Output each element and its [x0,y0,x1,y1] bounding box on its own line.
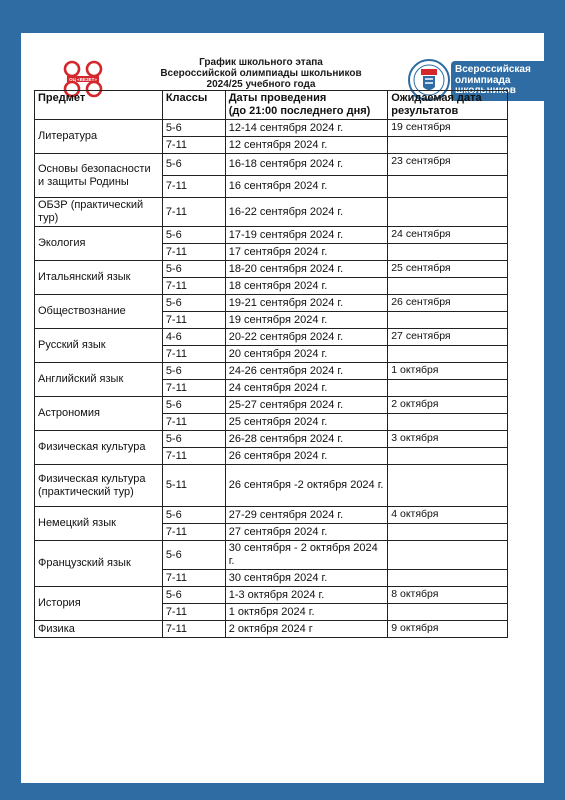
schedule-table [34,90,508,638]
subject-cell: Физика [35,621,163,638]
dates-cell: 19 сентября 2024 г. [225,312,388,329]
dates-cell: 16 сентября 2024 г. [225,176,388,198]
dates-cell: 12-14 сентября 2024 г. [225,120,388,137]
subject-cell: История [35,587,163,621]
results-cell: 1 октября [388,363,508,380]
classes-cell: 7-11 [162,448,225,465]
classes-cell: 7-11 [162,278,225,295]
results-cell [388,346,508,363]
classes-cell: 5-6 [162,507,225,524]
table-row [35,363,508,380]
classes-cell: 7-11 [162,621,225,638]
results-cell [388,524,508,541]
column-header-dates: Даты проведения (до 21:00 последнего дня) [225,91,388,120]
results-cell: 25 сентября [388,261,508,278]
dates-cell: 2 октября 2024 г [225,621,388,638]
results-cell: 27 сентября [388,329,508,346]
title-line: График школьного этапа [199,57,323,68]
subject-cell: ОБЗР (практический тур) [35,198,163,227]
dates-cell: 12 сентября 2024 г. [225,137,388,154]
classes-cell: 5-6 [162,397,225,414]
subject-cell: Французский язык [35,541,163,587]
subject-cell: Физическая культура [35,431,163,465]
dates-cell: 26 сентября -2 октября 2024 г. [225,465,388,507]
classes-cell: 7-11 [162,244,225,261]
table-row [35,154,508,176]
subject-cell: Русский язык [35,329,163,363]
dates-cell: 1-3 октября 2024 г. [225,587,388,604]
classes-cell: 7-11 [162,604,225,621]
dates-cell: 25 сентября 2024 г. [225,414,388,431]
column-header-classes: Классы [162,91,225,120]
column-header-subject: Предмет [35,91,163,120]
dates-cell: 20-22 сентября 2024 г. [225,329,388,346]
results-cell: 24 сентября [388,227,508,244]
dates-cell: 20 сентября 2024 г. [225,346,388,363]
results-cell: 4 октября [388,507,508,524]
dates-cell: 30 сентября - 2 октября 2024 г. [225,541,388,570]
dates-cell: 16-18 сентября 2024 г. [225,154,388,176]
classes-cell: 7-11 [162,570,225,587]
dates-cell: 18-20 сентября 2024 г. [225,261,388,278]
table-row [35,198,508,227]
vos-logo-text: Всероссийская олимпиада школьников [451,61,545,101]
results-cell [388,414,508,431]
classes-cell: 7-11 [162,137,225,154]
results-cell [388,198,508,227]
subject-cell: Литература [35,120,163,154]
results-cell [388,465,508,507]
dates-cell: 24 сентября 2024 г. [225,380,388,397]
results-cell: 26 сентября [388,295,508,312]
table-row [35,329,508,346]
results-cell [388,380,508,397]
subject-cell: Физическая культура (практический тур) [35,465,163,507]
column-header-results: Ожидаемая дата результатов [388,91,508,120]
classes-cell: 7-11 [162,312,225,329]
dates-cell: 25-27 сентября 2024 г. [225,397,388,414]
dates-cell: 18 сентября 2024 г. [225,278,388,295]
results-cell: 19 сентября [388,120,508,137]
table-row [35,465,508,507]
dates-cell: 16-22 сентября 2024 г. [225,198,388,227]
table-row [35,397,508,414]
results-cell [388,604,508,621]
results-cell [388,541,508,570]
dates-cell: 17 сентября 2024 г. [225,244,388,261]
dates-cell: 1 октября 2024 г. [225,604,388,621]
classes-cell: 5-6 [162,261,225,278]
classes-cell: 7-11 [162,524,225,541]
page-title [141,57,381,90]
title-line: Всероссийской олимпиады школьников [160,68,362,79]
classes-cell: 7-11 [162,176,225,198]
subject-cell: Астрономия [35,397,163,431]
dates-cell: 17-19 сентября 2024 г. [225,227,388,244]
classes-cell: 5-6 [162,363,225,380]
classes-cell: 5-6 [162,154,225,176]
results-cell [388,176,508,198]
dates-cell: 27-29 сентября 2024 г. [225,507,388,524]
subject-cell: Итальянский язык [35,261,163,295]
results-cell: 8 октября [388,587,508,604]
subject-cell: Английский язык [35,363,163,397]
table-row [35,227,508,244]
results-cell: 2 октября [388,397,508,414]
dates-cell: 26-28 сентября 2024 г. [225,431,388,448]
dates-cell: 30 сентября 2024 г. [225,570,388,587]
title-line: 2024/25 учебного года [206,79,316,90]
table-row [35,295,508,312]
classes-cell: 7-11 [162,414,225,431]
dates-cell: 27 сентября 2024 г. [225,524,388,541]
classes-cell: 5-11 [162,465,225,507]
dates-cell: 24-26 сентября 2024 г. [225,363,388,380]
subject-cell: Основы безопасности и защиты Родины [35,154,163,198]
results-cell [388,244,508,261]
subject-cell: Немецкий язык [35,507,163,541]
table-row [35,261,508,278]
results-cell [388,312,508,329]
table-row [35,120,508,137]
dates-cell: 26 сентября 2024 г. [225,448,388,465]
dates-cell: 19-21 сентября 2024 г. [225,295,388,312]
classes-cell: 5-6 [162,295,225,312]
subject-cell: Обществознание [35,295,163,329]
results-cell [388,570,508,587]
classes-cell: 5-6 [162,587,225,604]
classes-cell: 7-11 [162,198,225,227]
results-cell: 9 октября [388,621,508,638]
classes-cell: 5-6 [162,227,225,244]
classes-cell: 5-6 [162,120,225,137]
table-row [35,507,508,524]
results-cell: 23 сентября [388,154,508,176]
results-cell [388,137,508,154]
classes-cell: 7-11 [162,346,225,363]
classes-cell: 5-6 [162,431,225,448]
table-header-row [35,91,508,120]
results-cell: 3 октября [388,431,508,448]
classes-cell: 7-11 [162,380,225,397]
classes-cell: 4-6 [162,329,225,346]
table-row [35,431,508,448]
table-row [35,541,508,570]
table-row [35,621,508,638]
results-cell [388,448,508,465]
logo-caption: ОЦ «ВЕЗЕТ» [69,76,97,82]
classes-cell: 5-6 [162,541,225,570]
table-row [35,587,508,604]
subject-cell: Экология [35,227,163,261]
results-cell [388,278,508,295]
